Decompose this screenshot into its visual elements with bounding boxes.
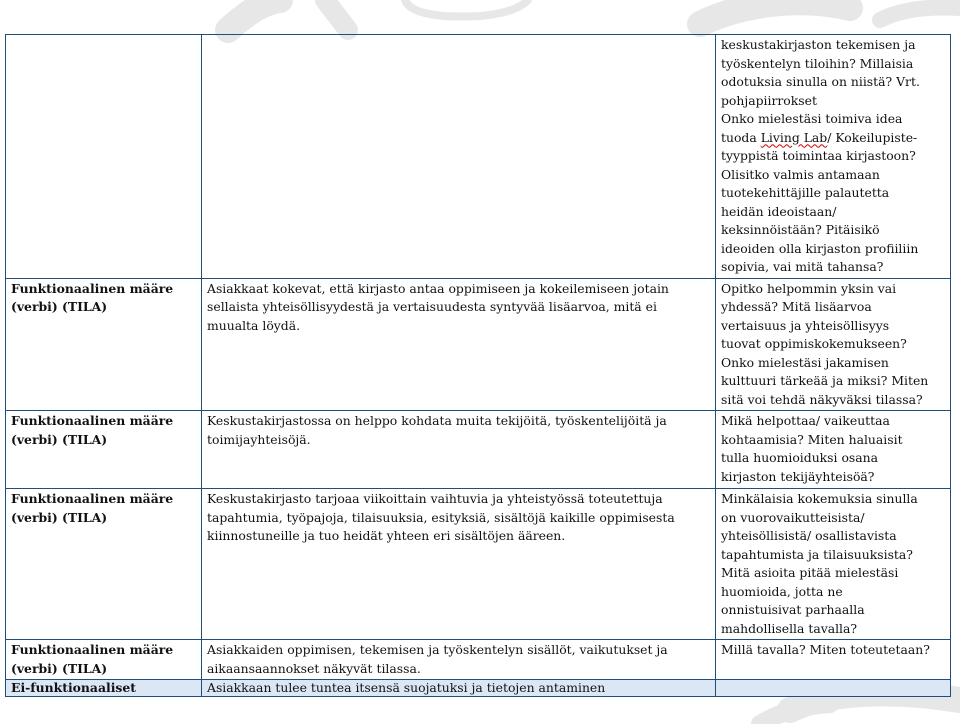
table-row (6, 278, 951, 411)
spellcheck-flagged-text: Living Lab (760, 129, 828, 145)
row-description: Asiakkaiden oppimisen, tekemisen ja työskentelyn sisällöt, vaikutukset ja aikaansaannokset näkyvät tilassa. (202, 640, 716, 680)
row-questions: Opitko helpommin yksin vai yhdessä? Mitä lisäarvoa vertaisuus ja yhteisöllisyys tuovat oppimiskokemukseen? Onko mielestäsi jakamisen kulttuuri tärkeää ja miksi? Miten sitä voi tehdä näkyväksi tilassa? (716, 278, 951, 411)
row-label: Funktionaalinen määre (verbi) (TILA) (6, 489, 202, 640)
requirements-table (5, 34, 951, 697)
table-row (6, 680, 951, 697)
row-description: Keskustakirjastossa on helppo kohdata muita tekijöitä, työskentelijöitä ja toimijayhteisöjä. (202, 411, 716, 489)
row-label: Funktionaalinen määre (verbi) (TILA) (6, 411, 202, 489)
table-row (6, 411, 951, 489)
questions-text: keskustakirjaston tekemisen ja työskentelyn tiloihin? Millaisia odotuksia sinulla on niistä? Vrt. pohjapiirrokset Onko mielestäsi toimiva idea tuoda (721, 37, 920, 145)
row-label: Funktionaalinen määre (verbi) (TILA) (6, 278, 202, 411)
row-label (6, 35, 202, 279)
row-description (202, 35, 716, 279)
row-questions: Minkälaisia kokemuksia sinulla on vuorovaikutteisista/ yhteisöllisistä/ osallistavista tapahtumista ja tilaisuuksista? Mitä asioita pitää mielestäsi huomioida, jotta ne onnistuisivat parhaalla mahdollisella tavalla? (716, 489, 951, 640)
row-questions: Mikä helpottaa/ vaikeuttaa kohtaamisia? Miten haluaisit tulla huomioiduksi osana kirjaston tekijäyhteisöä? (716, 411, 951, 489)
table-row (6, 489, 951, 640)
table-row (6, 640, 951, 680)
row-description: Asiakkaat kokevat, että kirjasto antaa oppimiseen ja kokeilemiseen jotain sellaista yhteisöllisyydestä ja vertaisuudesta syntyvää lisäarvoa, mitä ei muualta löydä. (202, 278, 716, 411)
table-row (6, 35, 951, 279)
row-description: Keskustakirjasto tarjoaa viikoittain vaihtuvia ja yhteistyössä toteutettuja tapahtumia, työpajoja, tilaisuuksia, esityksiä, sisältöjä kaikille oppimisesta kiinnostuneille ja tuo heidät yhteen eri sisältöjen ääreen. (202, 489, 716, 640)
row-questions (716, 680, 951, 697)
row-label: Funktionaalinen määre (verbi) (TILA) (6, 640, 202, 680)
row-description: Asiakkaan tulee tuntea itsensä suojatuksi ja tietojen antaminen (202, 680, 716, 697)
questions-text-cont: / Kokeilupiste- tyyppistä toimintaa kirjastoon? Olisitko valmis antamaan tuotekehittäjille palautetta heidän ideoistaan/ keksinnöistään? Pitäisikö ideoiden olla kirjaston profiiliin sopivia, vai mitä tahansa? (721, 129, 919, 274)
row-questions: Millä tavalla? Miten toteutetaan? (716, 640, 951, 680)
row-questions (716, 35, 951, 279)
row-label: Ei-funktionaaliset (6, 680, 202, 697)
